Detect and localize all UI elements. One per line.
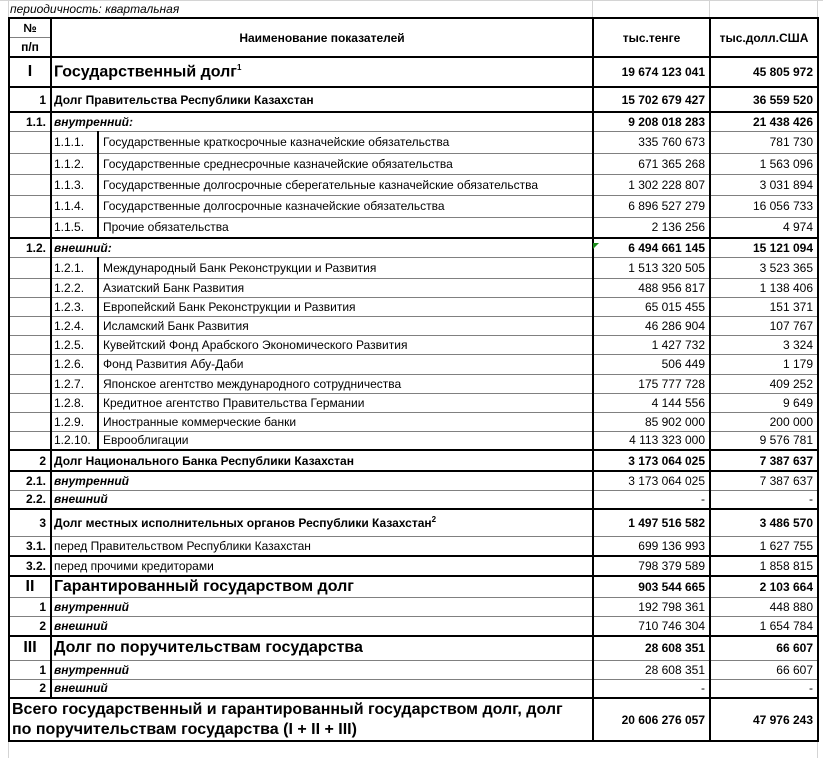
row-number-cell: [9, 335, 51, 354]
table-row: [9, 217, 818, 238]
debt-table: [8, 17, 819, 742]
row-usd-value: 2 103 664: [710, 576, 818, 597]
row-kzt-value: 903 544 665: [593, 576, 710, 597]
row-number-cell: [9, 174, 51, 195]
row-usd-value: 1 138 406: [710, 278, 818, 297]
table-row: [9, 257, 818, 278]
table-row: [9, 679, 818, 698]
header-kzt-cell: тыс.тенге: [593, 18, 710, 57]
row-usd-value: 9 649: [710, 393, 818, 412]
total-kzt-value: 20 606 276 057: [593, 698, 710, 741]
row-name-cell: [51, 490, 593, 509]
row-usd-value: 200 000: [710, 412, 818, 431]
row-usd-value: 21 438 426: [710, 112, 818, 131]
row-kzt-value: 192 798 361: [593, 597, 710, 616]
row-name-cell: Прочие обязательства: [98, 217, 593, 238]
row-usd-value: 36 559 520: [710, 87, 818, 112]
row-name-cell: [51, 509, 593, 536]
row-subnumber-cell: 1.2.10.: [51, 431, 98, 450]
table-row: [9, 536, 818, 556]
row-name-text: внешний: [54, 681, 108, 696]
row-number-cell: III: [9, 636, 51, 660]
table-row: [9, 316, 818, 335]
header-usd-cell: тыс.долл.США: [710, 18, 818, 57]
row-usd-value: 15 121 094: [710, 238, 818, 257]
row-name-text: Долг Национального Банка Республики Казахстан: [54, 453, 354, 468]
row-number-cell: [9, 431, 51, 450]
row-number-cell: 1.1.: [9, 112, 51, 131]
row-subnumber-cell: 1.2.7.: [51, 374, 98, 393]
row-usd-value: -: [710, 490, 818, 509]
row-kzt-value: 175 777 728: [593, 374, 710, 393]
row-usd-value: 409 252: [710, 374, 818, 393]
row-name-cell: Еврооблигации: [98, 431, 593, 450]
row-name-cell: [51, 556, 593, 576]
footnote-marker: 2: [431, 515, 437, 525]
row-kzt-value: 6 896 527 279: [593, 195, 710, 217]
row-kzt-value: 28 608 351: [593, 660, 710, 679]
table-row: [9, 471, 818, 490]
row-usd-value: 1 627 755: [710, 536, 818, 556]
total-name-cell: [9, 698, 593, 741]
row-number-cell: 3: [9, 509, 51, 536]
row-kzt-value: 65 015 455: [593, 297, 710, 316]
row-number-cell: 1: [9, 597, 51, 616]
row-number-cell: [9, 354, 51, 374]
row-subnumber-cell: 1.2.4.: [51, 316, 98, 335]
row-kzt-value: 4 113 323 000: [593, 431, 710, 450]
row-number-cell: 3.1.: [9, 536, 51, 556]
row-usd-value: 1 563 096: [710, 153, 818, 174]
row-usd-value: 107 767: [710, 316, 818, 335]
row-kzt-value: 1 513 320 505: [593, 257, 710, 278]
row-name-cell: [51, 636, 593, 660]
row-name-text: внутренний: [54, 662, 129, 677]
table-row: [9, 112, 818, 131]
gridline: [709, 0, 710, 17]
table-row: [9, 450, 818, 471]
row-usd-value: -: [710, 679, 818, 698]
row-kzt-value: 3 173 064 025: [593, 450, 710, 471]
table-row: [9, 556, 818, 576]
row-number-cell: 1: [9, 87, 51, 112]
row-usd-value: 1 654 784: [710, 616, 818, 636]
table-row: [9, 636, 818, 660]
row-kzt-value: 19 674 123 041: [593, 57, 710, 87]
row-number-cell: [9, 412, 51, 431]
row-number-cell: [9, 153, 51, 174]
row-kzt-value: 699 136 993: [593, 536, 710, 556]
row-number-cell: 3.2.: [9, 556, 51, 576]
row-name-cell: [51, 57, 593, 87]
row-name-cell: Азиатский Банк Развития: [98, 278, 593, 297]
row-kzt-value: 9 208 018 283: [593, 112, 710, 131]
row-kzt-value: 3 173 064 025: [593, 471, 710, 490]
row-name-cell: Фонд Развития Абу-Даби: [98, 354, 593, 374]
row-kzt-value: 4 144 556: [593, 393, 710, 412]
row-kzt-value: 488 956 817: [593, 278, 710, 297]
row-number-cell: [9, 374, 51, 393]
row-subnumber-cell: 1.1.4.: [51, 195, 98, 217]
row-usd-value: 66 607: [710, 660, 818, 679]
row-name-text: Долг Правительства Республики Казахстан: [54, 92, 314, 107]
table-row: [9, 597, 818, 616]
table-row: [9, 297, 818, 316]
row-kzt-value: 710 746 304: [593, 616, 710, 636]
row-name-cell: Государственные краткосрочные казначейские обязательства: [98, 131, 593, 153]
footnote-marker: 1: [236, 62, 242, 72]
gridline: [592, 0, 593, 17]
table-row: [9, 616, 818, 636]
header-number-line1: №: [10, 19, 50, 38]
row-name-text: Долг местных исполнительных органов Республики Казахстан: [54, 516, 432, 531]
row-name-text: внутренний: [54, 473, 129, 488]
row-number-cell: 1: [9, 660, 51, 679]
row-number-cell: [9, 278, 51, 297]
table-row: [9, 374, 818, 393]
table-row: [9, 131, 818, 153]
total-name-line1: Всего государственный и гарантированный государством долг, долг: [12, 700, 563, 718]
row-kzt-value: -: [593, 679, 710, 698]
row-subnumber-cell: 1.1.1.: [51, 131, 98, 153]
row-subnumber-cell: 1.2.1.: [51, 257, 98, 278]
row-kzt-value: -: [593, 490, 710, 509]
row-name-cell: Государственные долгосрочные казначейские обязательства: [98, 195, 593, 217]
row-name-cell: Исламский Банк Развития: [98, 316, 593, 335]
row-usd-value: 4 974: [710, 217, 818, 238]
table-row: [9, 153, 818, 174]
row-number-cell: 2.2.: [9, 490, 51, 509]
row-kzt-value: 85 902 000: [593, 412, 710, 431]
table-row: [9, 509, 818, 536]
row-usd-value: 7 387 637: [710, 450, 818, 471]
row-name-cell: Государственные долгосрочные сберегательные казначейские обязательства: [98, 174, 593, 195]
row-usd-value: 45 805 972: [710, 57, 818, 87]
table-row: [9, 412, 818, 431]
row-number-cell: [9, 393, 51, 412]
row-name-cell: [51, 471, 593, 490]
table-row: [9, 393, 818, 412]
row-kzt-value: 335 760 673: [593, 131, 710, 153]
row-kzt-value: 6 494 661 145: [593, 238, 710, 257]
header-number-cell: [9, 18, 51, 57]
table-row: [9, 354, 818, 374]
header-name-cell: Наименование показателей: [51, 18, 593, 57]
table-row: [9, 238, 818, 257]
row-name-cell: [51, 536, 593, 556]
row-name-cell: [51, 87, 593, 112]
total-name-line2: по поручительствам государства (I + II + III): [12, 720, 357, 738]
periodicity-label: периодичность: квартальная: [10, 2, 180, 16]
row-number-cell: I: [9, 57, 51, 87]
row-name-cell: [51, 616, 593, 636]
table-row: [9, 87, 818, 112]
row-usd-value: 1 179: [710, 354, 818, 374]
total-usd-value: 47 976 243: [710, 698, 818, 741]
row-kzt-value: 506 449: [593, 354, 710, 374]
row-name-cell: Международный Банк Реконструкции и Развития: [98, 257, 593, 278]
row-number-cell: [9, 297, 51, 316]
row-name-cell: Иностранные коммерческие банки: [98, 412, 593, 431]
row-usd-value: 7 387 637: [710, 471, 818, 490]
row-kzt-value: 1 427 732: [593, 335, 710, 354]
row-number-cell: [9, 195, 51, 217]
row-name-text: внешний: [54, 492, 108, 507]
row-number-cell: 1.2.: [9, 238, 51, 257]
row-usd-value: 16 056 733: [710, 195, 818, 217]
row-number-cell: 2.1.: [9, 471, 51, 490]
row-kzt-value: 671 365 268: [593, 153, 710, 174]
table-row: [9, 490, 818, 509]
row-name-text: Государственный долг: [54, 63, 237, 81]
row-name-cell: Кувейтский Фонд Арабского Экономического Развития: [98, 335, 593, 354]
row-name-text: внутренний:: [54, 114, 133, 129]
row-name-cell: Кредитное агентство Правительства Германии: [98, 393, 593, 412]
total-row: [9, 698, 818, 741]
row-name-cell: [51, 238, 593, 257]
row-usd-value: 3 486 570: [710, 509, 818, 536]
row-name-text: перед Правительством Республики Казахстан: [54, 538, 311, 553]
row-subnumber-cell: 1.1.5.: [51, 217, 98, 238]
row-kzt-value: 46 286 904: [593, 316, 710, 335]
row-name-cell: Японское агентство международного сотрудничества: [98, 374, 593, 393]
row-subnumber-cell: 1.2.9.: [51, 412, 98, 431]
row-name-cell: [51, 450, 593, 471]
row-subnumber-cell: 1.2.6.: [51, 354, 98, 374]
row-name-text: Долг по поручительствам государства: [54, 639, 363, 657]
row-usd-value: 781 730: [710, 131, 818, 153]
row-number-cell: [9, 217, 51, 238]
row-usd-value: 3 523 365: [710, 257, 818, 278]
table-row: [9, 195, 818, 217]
row-kzt-value: 1 497 516 582: [593, 509, 710, 536]
row-name-text: внешний: [54, 618, 108, 633]
row-usd-value: 448 880: [710, 597, 818, 616]
row-number-cell: [9, 257, 51, 278]
header-number-line2: п/п: [21, 40, 39, 54]
row-name-cell: [51, 660, 593, 679]
row-usd-value: 151 371: [710, 297, 818, 316]
cell-comment-indicator-icon: [593, 243, 599, 249]
table-row: [9, 57, 818, 87]
row-number-cell: 2: [9, 679, 51, 698]
row-kzt-value: 28 608 351: [593, 636, 710, 660]
row-subnumber-cell: 1.1.2.: [51, 153, 98, 174]
table-row: [9, 576, 818, 597]
table-row: [9, 431, 818, 450]
row-name-cell: [51, 576, 593, 597]
row-subnumber-cell: 1.1.3.: [51, 174, 98, 195]
row-subnumber-cell: 1.2.2.: [51, 278, 98, 297]
row-kzt-value: 2 136 256: [593, 217, 710, 238]
table-row: [9, 335, 818, 354]
table-row: [9, 278, 818, 297]
row-name-cell: [51, 112, 593, 131]
row-subnumber-cell: 1.2.8.: [51, 393, 98, 412]
row-number-cell: 2: [9, 616, 51, 636]
row-kzt-value: 798 379 589: [593, 556, 710, 576]
row-name-cell: Государственные среднесрочные казначейские обязательства: [98, 153, 593, 174]
row-subnumber-cell: 1.2.3.: [51, 297, 98, 316]
row-number-cell: II: [9, 576, 51, 597]
row-name-text: Гарантированный государством долг: [54, 577, 354, 595]
row-name-text: перед прочими кредиторами: [54, 559, 214, 573]
row-name-text: внешний:: [54, 240, 112, 255]
row-name-cell: [51, 597, 593, 616]
row-usd-value: 3 031 894: [710, 174, 818, 195]
row-number-cell: [9, 316, 51, 335]
row-name-cell: [51, 679, 593, 698]
row-number-cell: [9, 131, 51, 153]
header-row: [9, 18, 818, 57]
row-usd-value: 3 324: [710, 335, 818, 354]
table-row: [9, 174, 818, 195]
row-kzt-value: 15 702 679 427: [593, 87, 710, 112]
row-usd-value: 1 858 815: [710, 556, 818, 576]
row-subnumber-cell: 1.2.5.: [51, 335, 98, 354]
row-usd-value: 66 607: [710, 636, 818, 660]
row-name-text: внутренний: [54, 599, 129, 614]
row-name-cell: Европейский Банк Реконструкции и Развития: [98, 297, 593, 316]
row-usd-value: 9 576 781: [710, 431, 818, 450]
row-kzt-value: 1 302 228 807: [593, 174, 710, 195]
table-row: [9, 660, 818, 679]
row-number-cell: 2: [9, 450, 51, 471]
